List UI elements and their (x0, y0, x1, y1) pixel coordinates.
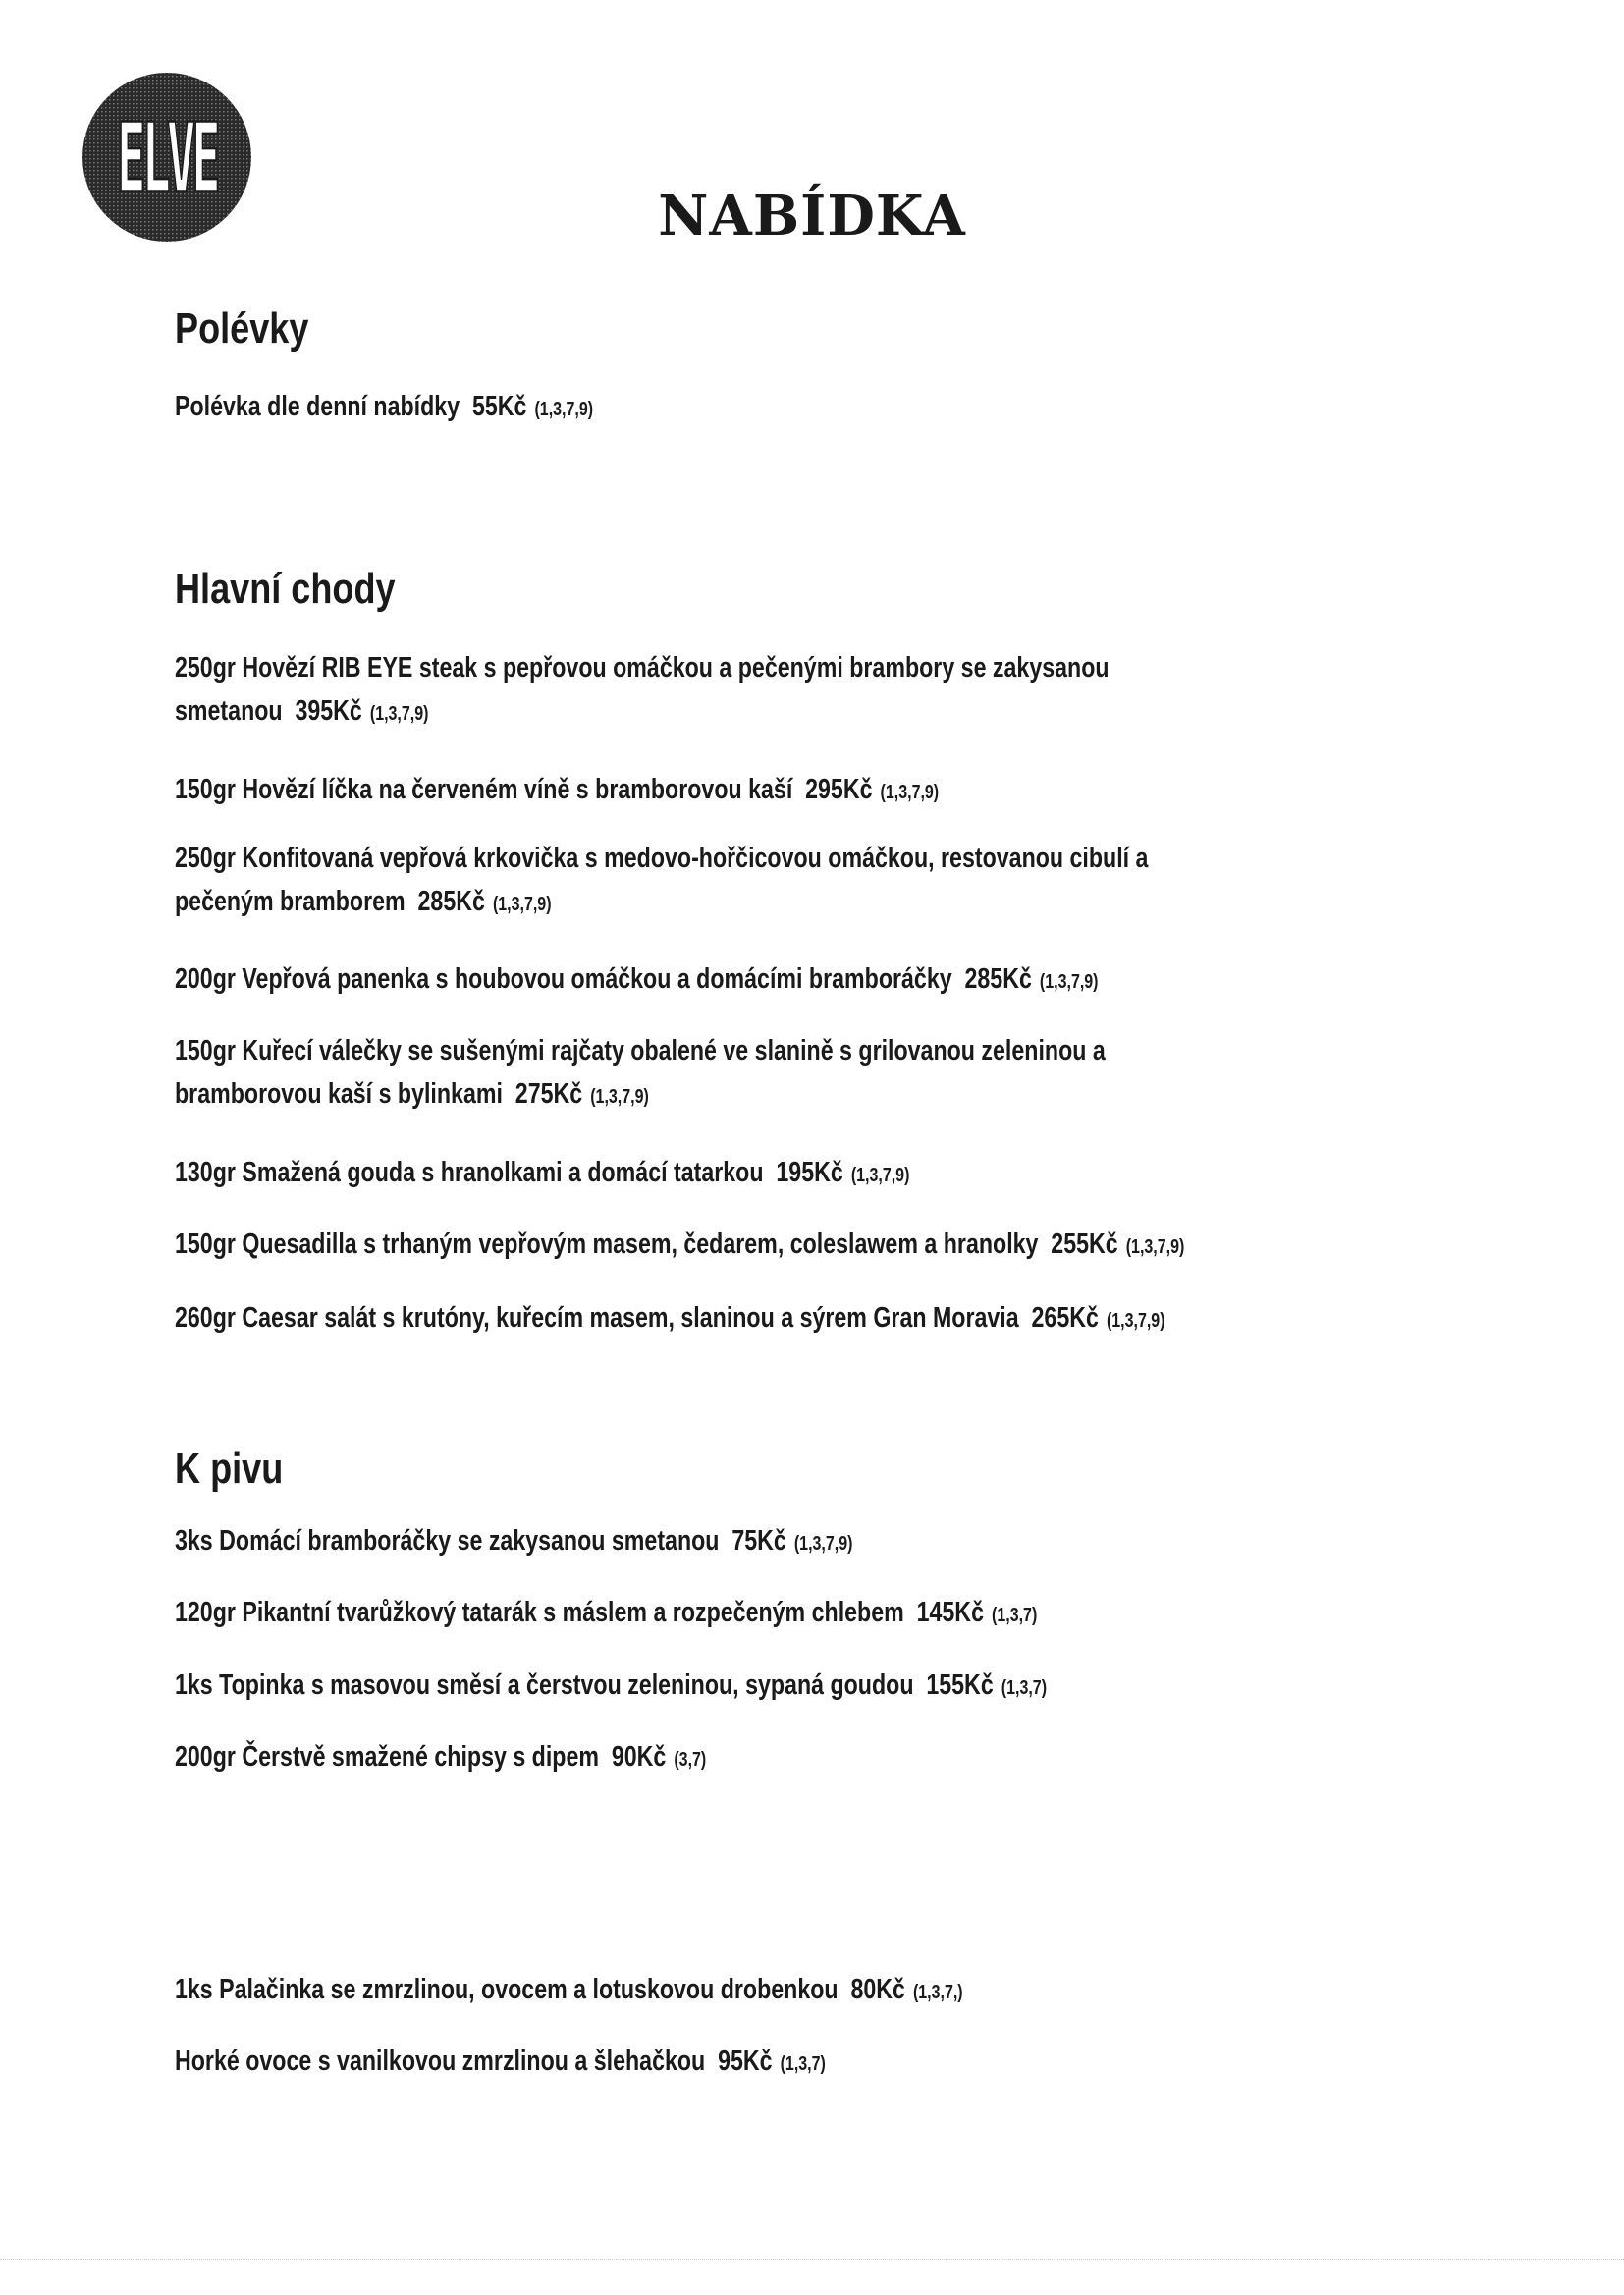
menu-item (175, 957, 1424, 1004)
item-allergens: (1,3,7,9) (1125, 1236, 1185, 1258)
section-title-soups: Polévky (175, 304, 309, 353)
item-allergens: (1,3,7,9) (1039, 971, 1099, 993)
item-name: 1ks Topinka s masovou směsí a čerstvou zeleninou, sypaná goudou (175, 1669, 914, 1701)
item-price: 145Kč (916, 1597, 984, 1628)
item-allergens: (1,3,7) (1001, 1677, 1048, 1699)
item-name: 150gr Hovězí líčka na červeném víně s bramborovou kaší (175, 774, 793, 805)
section-title-with-beer: K pivu (175, 1445, 284, 1493)
item-name: 260gr Caesar salát s krutóny, kuřecím masem, slaninou a sýrem Gran Moravia (175, 1302, 1019, 1334)
item-price: 265Kč (1031, 1302, 1099, 1334)
item-name: 150gr Quesadilla s trhaným vepřovým masem, čedarem, coleslawem a hranolky (175, 1229, 1039, 1260)
item-price: 285Kč (964, 963, 1032, 995)
page-title: NABÍDKA (658, 184, 966, 248)
item-name: 130gr Smažená gouda s hranolkami a domácí tatarkou (175, 1157, 764, 1188)
menu-item (175, 1029, 1424, 1119)
item-name-line1: 150gr Kuřecí válečky se sušenými rajčaty obalené ve slanině s grilovanou zeleninou a (175, 1035, 1106, 1066)
item-price: 80Kč (850, 1974, 905, 2005)
item-allergens: (1,3,7) (992, 1605, 1038, 1626)
logo-text: ELVE (117, 103, 217, 215)
item-name: smetanou (175, 695, 283, 727)
item-price: 275Kč (514, 1078, 583, 1110)
item-name: Polévka dle denní nabídky (175, 391, 460, 422)
menu-item (175, 1968, 1424, 2014)
item-allergens: (3,7) (674, 1749, 707, 1771)
menu-item (175, 1735, 1424, 1781)
item-name-line1: 250gr Hovězí RIB EYE steak s pepřovou omáčkou a pečenými brambory se zakysanou (175, 652, 1110, 683)
item-allergens: (1,3,7,9) (534, 399, 594, 420)
item-price: 195Kč (776, 1157, 843, 1188)
item-price: 155Kč (926, 1669, 994, 1701)
item-name: bramborovou kaší s bylinkami (175, 1078, 503, 1110)
item-allergens: (1,3,7,9) (793, 1533, 853, 1555)
menu-item (175, 1296, 1424, 1342)
menu-item (175, 1664, 1424, 1710)
item-name: 200gr Vepřová panenka s houbovou omáčkou a domácími bramboráčky (175, 963, 952, 995)
item-price: 90Kč (611, 1741, 667, 1773)
item-price: 395Kč (295, 695, 362, 727)
item-allergens: (1,3,7,9) (369, 703, 429, 725)
menu-item (175, 1591, 1424, 1637)
menu-item (175, 2040, 1424, 2086)
item-allergens: (1,3,7,9) (590, 1086, 649, 1108)
scan-artifact-line (0, 2259, 1624, 2262)
item-price: 95Kč (718, 2046, 773, 2077)
item-price: 55Kč (471, 391, 527, 422)
item-name: pečeným bramborem (175, 886, 406, 917)
menu-item (175, 1223, 1424, 1269)
item-allergens: (1,3,7,9) (880, 782, 940, 803)
item-price: 255Kč (1051, 1229, 1118, 1260)
menu-item (175, 646, 1424, 736)
item-allergens: (1,3,7,9) (1106, 1310, 1165, 1332)
item-allergens: (1,3,7,9) (492, 894, 552, 915)
menu-item (175, 768, 1424, 814)
menu-item (175, 1519, 1424, 1565)
item-price: 295Kč (805, 774, 873, 805)
item-name: 3ks Domácí bramboráčky se zakysanou smetanou (175, 1525, 720, 1557)
section-title-main-courses: Hlavní chody (175, 565, 396, 613)
item-name: 200gr Čerstvě smažené chipsy s dipem (175, 1741, 599, 1773)
menu-item (175, 385, 1424, 431)
item-allergens: (1,3,7,9) (850, 1165, 910, 1186)
item-allergens: (1,3,7) (780, 2053, 826, 2075)
item-name: 1ks Palačinka se zmrzlinou, ovocem a lotuskovou drobenkou (175, 1974, 839, 2005)
item-price: 285Kč (417, 886, 485, 917)
item-price: 75Kč (731, 1525, 786, 1557)
item-allergens: (1,3,7,) (912, 1982, 963, 2003)
item-name-line1: 250gr Konfitovaná vepřová krkovička s medovo-hořčicovou omáčkou, restovanou cibulí a (175, 843, 1149, 874)
item-name: Horké ovoce s vanilkovou zmrzlinou a šlehačkou (175, 2046, 706, 2077)
menu-item (175, 1151, 1424, 1197)
item-name: 120gr Pikantní tvarůžkový tatarák s máslem a rozpečeným chlebem (175, 1597, 904, 1628)
menu-item (175, 837, 1424, 926)
